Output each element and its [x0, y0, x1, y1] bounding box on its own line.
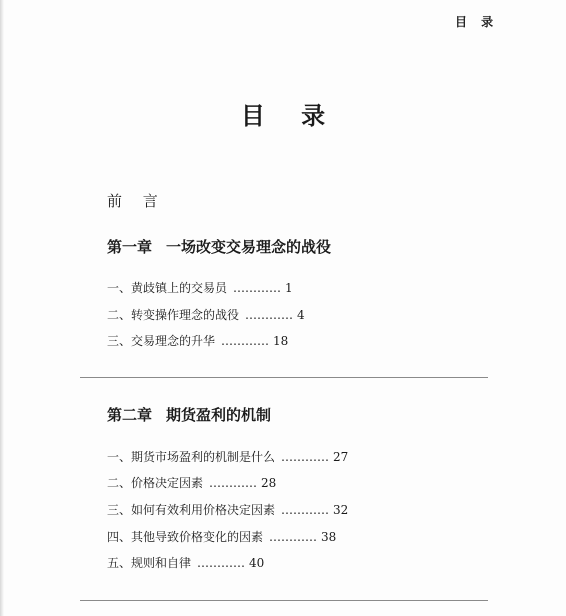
toc-entry-page: 1: [285, 281, 293, 295]
toc-entry-leader: …………: [209, 476, 258, 490]
toc-entry: [107, 474, 276, 491]
toc-entry-leader: …………: [245, 308, 294, 322]
toc-entry-text: 二、价格决定因素: [107, 476, 204, 490]
toc-entry-page: 32: [333, 503, 349, 517]
toc-entry-text: 五、规则和自律: [107, 556, 192, 570]
toc-preface: 前 言: [107, 192, 166, 210]
toc-entry-leader: …………: [197, 556, 246, 570]
toc-entry-page: 27: [333, 450, 349, 464]
toc-entry-page: 28: [261, 476, 277, 490]
toc-entry-leader: …………: [281, 503, 330, 517]
toc-entry-text: 一、黄歧镇上的交易员: [107, 281, 228, 295]
section-divider: [80, 600, 488, 601]
toc-entry-page: 4: [297, 308, 305, 322]
chapter-2-heading: [107, 404, 271, 425]
toc-entry-text: 一、期货市场盈利的机制是什么: [107, 450, 276, 464]
page-title: 目 录: [240, 102, 340, 130]
chapter-2-label: 第二章: [107, 406, 153, 424]
toc-entry-page: 40: [249, 556, 265, 570]
chapter-1-label: 第一章: [107, 238, 153, 256]
toc-entry: [107, 448, 348, 465]
section-divider: [80, 377, 488, 378]
toc-entry: [107, 279, 293, 296]
chapter-1-heading: [107, 236, 331, 257]
running-head: 目 录: [455, 15, 499, 29]
toc-entry-page: 18: [273, 334, 289, 348]
toc-entry-text: 三、交易理念的升华: [107, 334, 216, 348]
toc-entry-leader: …………: [221, 334, 270, 348]
toc-entry-page: 38: [321, 530, 337, 544]
toc-entry-text: 二、转变操作理念的战役: [107, 308, 240, 322]
toc-entry-leader: …………: [269, 530, 318, 544]
toc-entry: [107, 554, 264, 571]
chapter-2-title: 期货盈利的机制: [166, 406, 272, 424]
toc-entry-text: 三、如何有效利用价格决定因素: [107, 503, 276, 517]
toc-entry: [107, 332, 288, 349]
toc-entry-leader: …………: [233, 281, 282, 295]
toc-entry-leader: …………: [281, 450, 330, 464]
chapter-1-title: 一场改变交易理念的战役: [166, 238, 332, 256]
toc-entry: [107, 306, 305, 323]
toc-entry-text: 四、其他导致价格变化的因素: [107, 530, 264, 544]
toc-entry: [107, 528, 336, 545]
page-edge-shadow: [0, 0, 4, 616]
toc-entry: [107, 501, 348, 518]
